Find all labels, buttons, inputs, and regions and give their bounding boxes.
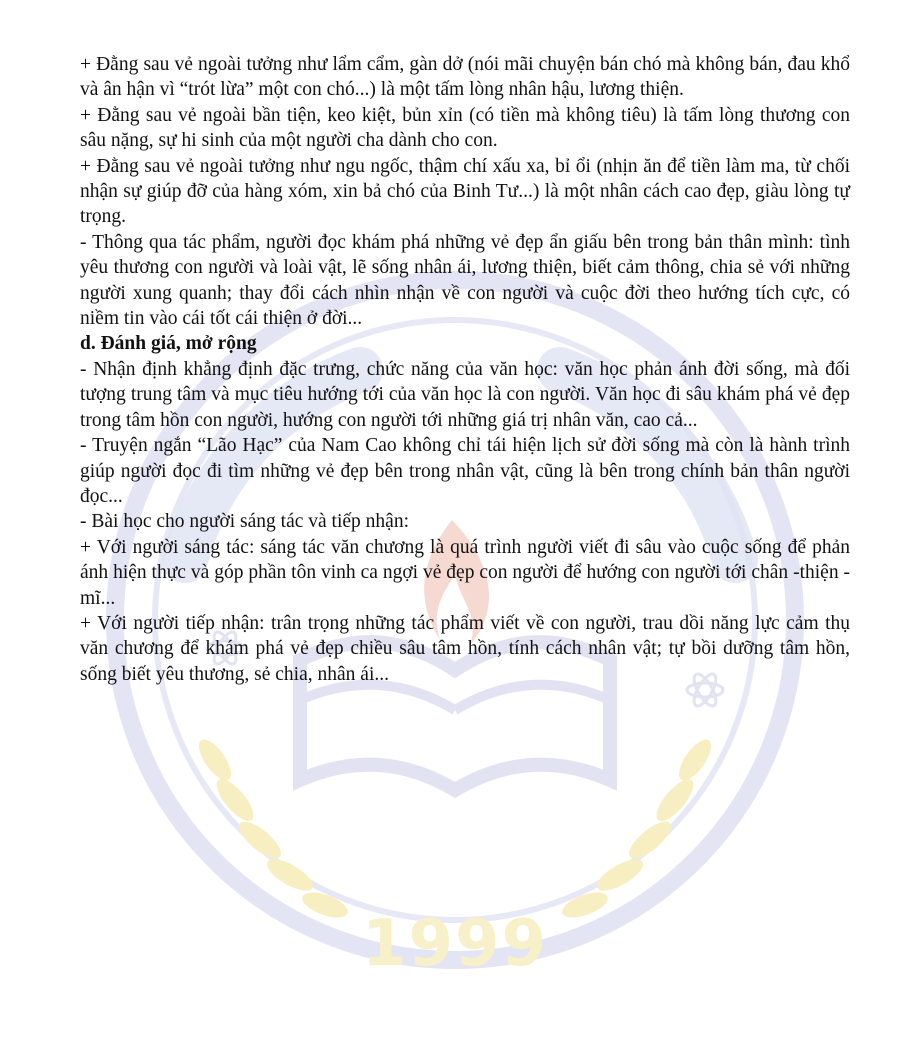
watermark-year: 1999 [361,907,549,981]
paragraph: - Bài học cho người sáng tác và tiếp nhận: [80,511,409,533]
paragraph: - Truyện ngắn “Lão Hạc” của Nam Cao không chỉ tái hiện lịch sử đời sống mà còn là hành trình giúp người đọc đi tìm những vẻ đẹp bên trong nhân vật, cũng là bên trong chính bản thân người đọc... [80,435,850,507]
paragraph: + Đằng sau vẻ ngoài bần tiện, keo kiệt, bủn xỉn (có tiền mà không tiêu) là tấm lòng thương con sâu nặng, sự hi sinh của một người cha dành cho con. [80,104,850,152]
paragraph: + Đằng sau vẻ ngoài tưởng như ngu ngốc, thậm chí xấu xa, bỉ ổi (nhịn ăn để tiền làm ma, từ chối nhận sự giúp đỡ của hàng xóm, xin bả chó của Binh Tư...) là một nhân cách cao đẹp, giàu lòng tự trọng. [80,155,850,228]
paragraph: - Nhận định khẳng định đặc trưng, chức năng của văn học: văn học phản ánh đời sống, mà đối tượng trung tâm và mục tiêu hướng tới của văn học là con người. Văn học đi sâu khám phá vẻ đẹp trong tâm hồn con người, hướng con người tới những giá trị nhân văn, cao cả... [80,358,850,431]
paragraph: - Thông qua tác phẩm, người đọc khám phá những vẻ đẹp ẩn giấu bên trong bản thân mình: tình yêu thương con người và loài vật, lẽ sống nhân ái, lương thiện, biết cảm thông, chia sẻ với những người xung quanh; thay đổi cách nhìn nhận về con người và cuộc đời theo hướng tích cực, có niềm tin vào cái tốt cái thiện ở đời... [80,231,850,330]
section-heading: d. Đánh giá, mở rộng [80,333,257,355]
paragraph: + Với người tiếp nhận: trân trọng những tác phẩm viết về con người, trau dồi năng lực cảm thụ văn chương để khám phá vẻ đẹp chiều sâu tâm hồn, tính cách nhân vật; tự bồi dưỡng tâm hồn, sống biết yêu thương, sẻ chia, nhân ái... [80,612,850,685]
paragraph: + Với người sáng tác: sáng tác văn chương là quá trình người viết đi sâu vào cuộc sống để phản ánh hiện thực và góp phần tôn vinh ca ngợi vẻ đẹp con người để hướng con người tới chân -thiện - mĩ... [80,536,850,609]
paragraph: + Đằng sau vẻ ngoài tưởng như lẩm cẩm, gàn dở (nói mãi chuyện bán chó mà không bán, đau khổ và ân hận vì “trót lừa” một con chó...) là một tấm lòng nhân hậu, lương thiện. [80,54,850,101]
document-body [80,52,850,687]
